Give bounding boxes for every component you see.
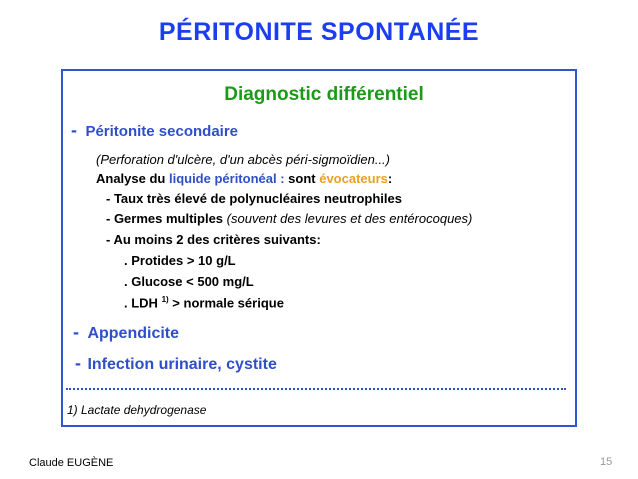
dotted-separator [66, 388, 566, 390]
criterion-glucose: . Glucose < 500 mg/L [124, 274, 254, 289]
section-infection-heading: - Infection urinaire, cystite [75, 353, 277, 373]
footnote: 1) Lactate dehydrogenase [67, 403, 207, 417]
page-number: 15 [600, 456, 613, 468]
criteria-item-3: - Au moins 2 des critères suivants: [106, 232, 321, 247]
section-appendicite-heading: - Appendicite [73, 322, 180, 342]
criterion-ldh: . LDH $^{1)}$ > normale sérique [124, 295, 284, 311]
section-secondaire-heading: - Péritonite secondaire [71, 120, 239, 140]
analyse-line: Analyse du liquide péritonéal : sont évocateurs: [96, 171, 393, 186]
criteria-item-2: - Germes multiples (souvent des levures et des entérocoques) [106, 211, 473, 226]
secondaire-note: (Perforation d'ulcère, d'un abcès péri-sigmoïdien...) [96, 152, 390, 167]
slide-subtitle: Diagnostic différentiel [224, 84, 424, 105]
slide-title: PÉRITONITE SPONTANÉE [158, 18, 480, 46]
author-footer: Claude EUGÈNE [29, 457, 114, 469]
criterion-protides: . Protides > 10 g/L [124, 253, 236, 268]
criteria-item-1: - Taux très élevé de polynucléaires neutrophiles [106, 191, 402, 206]
